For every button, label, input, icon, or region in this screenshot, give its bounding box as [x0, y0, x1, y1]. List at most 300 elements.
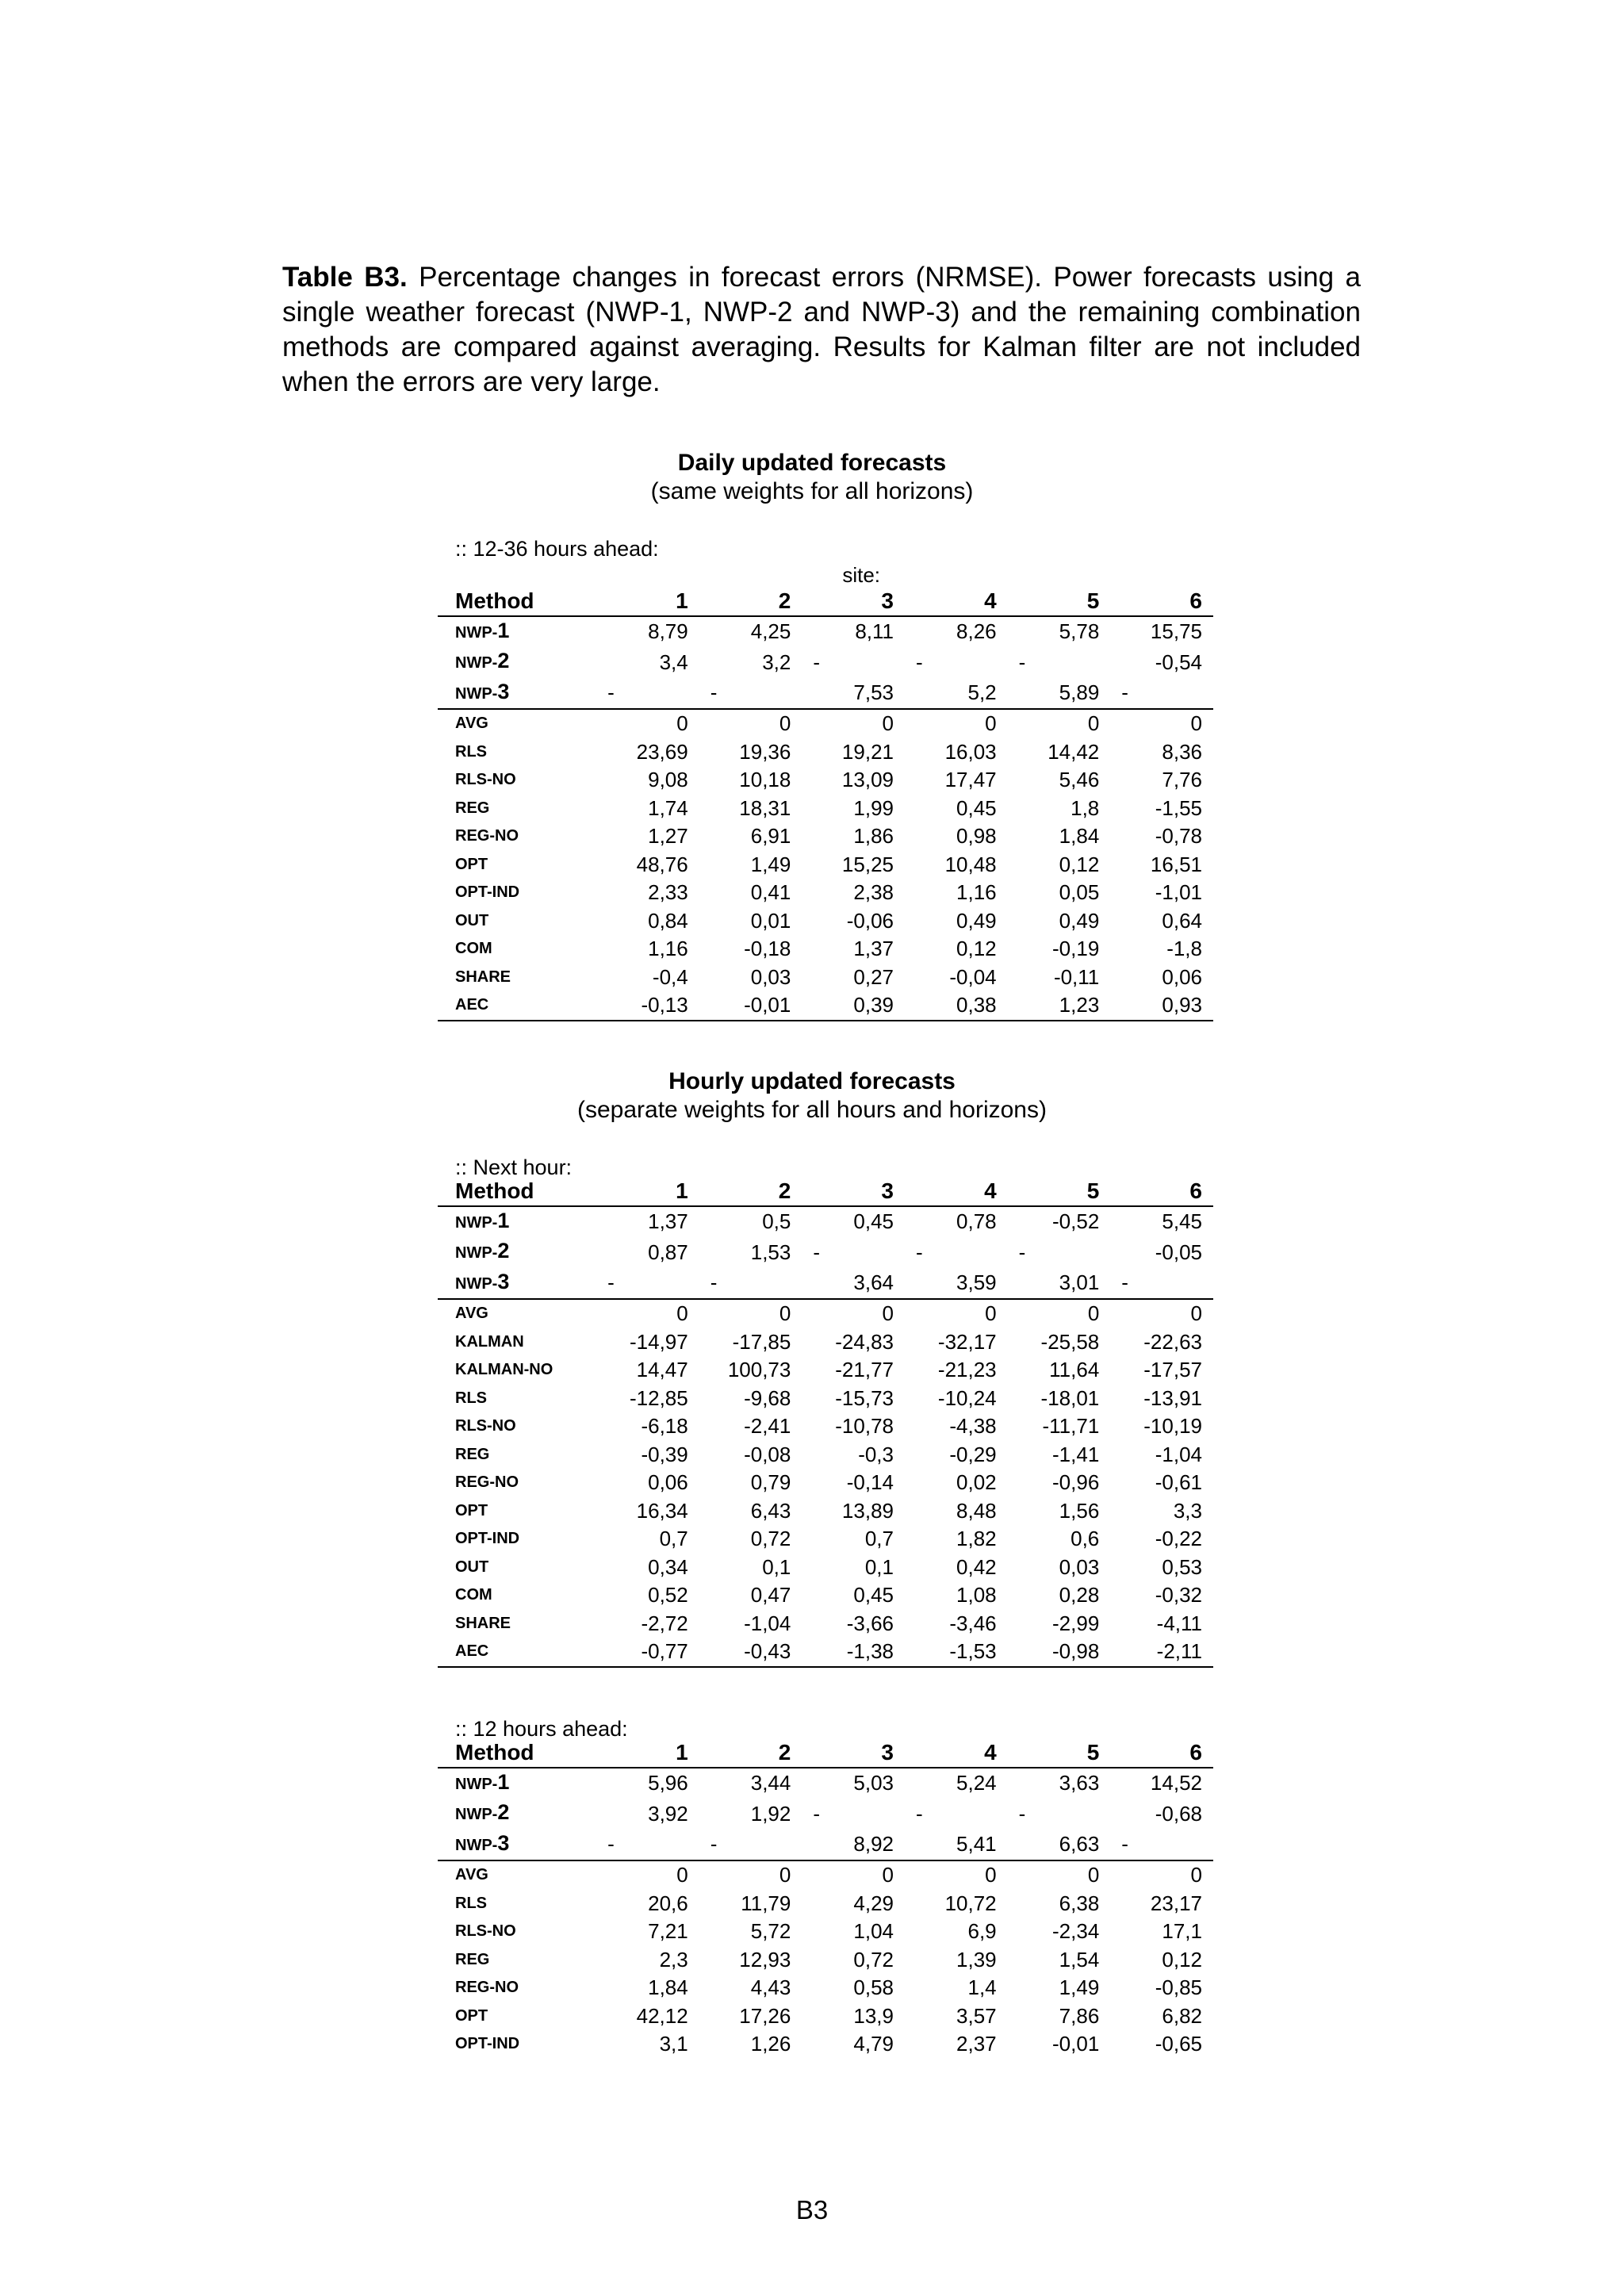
value-cell: -1,53: [905, 1638, 1008, 1667]
method-number: 3: [497, 1830, 510, 1855]
value-cell: 1,8: [1071, 795, 1100, 820]
value-cell: 4,29: [853, 1891, 894, 1915]
value-cell: 0,01: [750, 908, 791, 933]
method-cell: [438, 1328, 596, 1357]
method-cell: [438, 1356, 596, 1385]
table-row: [438, 1206, 1213, 1238]
method-cell: [438, 1610, 596, 1638]
value-cell: 1,86: [853, 824, 894, 848]
value-cell: -0,04: [949, 964, 997, 989]
value-cell: 2,38: [853, 880, 894, 904]
value-cell: 1,54: [1059, 1947, 1100, 1972]
method-name: RLS-NO: [455, 771, 516, 788]
method-cell: [438, 616, 596, 648]
method-name: AEC: [455, 996, 489, 1014]
value-cell: -0,13: [596, 991, 699, 1021]
value-cell: 0,28: [1059, 1583, 1100, 1607]
value-cell: 0,03: [750, 964, 791, 989]
value-cell: 1,82: [956, 1527, 997, 1550]
daily-heading: [0, 449, 1624, 506]
method-name: OPT-IND: [455, 2035, 520, 2052]
value-cell: 6,82: [1162, 2003, 1202, 2028]
table-row: [438, 1469, 1213, 1497]
site-column-header: 6: [1110, 1738, 1213, 1768]
value-cell: -: [1121, 680, 1128, 704]
value-cell: -0,98: [1008, 1638, 1111, 1667]
method-name: NWP-: [455, 1775, 498, 1793]
value-cell: 11,79: [741, 1891, 791, 1915]
value-cell: -0,08: [744, 1442, 791, 1466]
value-cell: -2,72: [641, 1611, 688, 1635]
value-cell: -0,3: [858, 1442, 894, 1466]
value-cell: 0,05: [1059, 880, 1100, 904]
method-name: COM: [455, 1586, 492, 1604]
value-cell: 0,47: [750, 1583, 791, 1607]
method-cell: [438, 1946, 596, 1975]
site-column-header: 1: [596, 1738, 699, 1768]
method-column-header: Method: [438, 1738, 596, 1768]
value-cell: -0,11: [1053, 964, 1100, 989]
method-number: 1: [497, 1769, 510, 1794]
value-cell: 4,43: [750, 1975, 791, 1999]
value-cell: 0,42: [956, 1554, 997, 1579]
method-cell: [438, 1412, 596, 1441]
method-cell: [438, 1237, 596, 1268]
caption-text: Percentage changes in forecast errors (NRMSE). Power forecasts using a single weather forecast (NWP-1, NWP-2 and NWP-3) and the remaining combination methods are compared against averaging. Results for Kalman filter are not included when the errors are very large.: [282, 262, 1361, 397]
value-cell: 1,4: [967, 1975, 997, 1999]
value-cell: -: [1018, 1240, 1026, 1264]
table-row: [438, 851, 1213, 879]
value-cell: -1,41: [1052, 1442, 1100, 1466]
value-cell: 23,69: [636, 739, 688, 764]
value-cell: 12,93: [739, 1947, 791, 1972]
table-row: [438, 766, 1213, 795]
value-cell: -2,11: [1110, 1638, 1213, 1667]
method-name: NWP-: [455, 1806, 498, 1823]
value-cell: 13,89: [841, 1498, 894, 1523]
method-number: 2: [497, 649, 510, 673]
method-name: NWP-: [455, 684, 498, 703]
value-cell: 0,53: [1162, 1554, 1202, 1579]
value-cell: 15,75: [1150, 619, 1202, 643]
value-cell: 1,84: [648, 1975, 688, 1999]
method-cell: [438, 851, 596, 879]
site-label-row: [438, 563, 1213, 587]
value-cell: 1,27: [648, 824, 688, 848]
table-row: [438, 907, 1213, 936]
method-number: 2: [497, 1800, 510, 1824]
value-cell: 5,89: [1059, 680, 1100, 704]
value-cell: 0,72: [750, 1527, 791, 1550]
value-cell: -0,22: [1155, 1527, 1202, 1550]
value-cell: 0,79: [750, 1470, 791, 1494]
value-cell: -0,78: [1155, 824, 1202, 848]
site-column-header: 4: [905, 587, 1008, 616]
value-cell: -25,58: [1040, 1329, 1100, 1354]
method-cell: [438, 1469, 596, 1497]
value-cell: 16,34: [636, 1498, 688, 1523]
method-cell: [438, 1268, 596, 1300]
value-cell: 1,53: [750, 1240, 791, 1264]
method-name: AVG: [455, 1866, 488, 1883]
value-cell: 0: [1110, 1299, 1213, 1328]
method-name: AEC: [455, 1642, 489, 1660]
value-cell: 0,72: [853, 1947, 894, 1972]
method-cell: [438, 907, 596, 936]
method-cell: [438, 991, 596, 1021]
value-cell: 5,2: [967, 680, 997, 704]
value-cell: 5,45: [1162, 1209, 1202, 1233]
method-cell: [438, 1830, 596, 1861]
value-cell: 0,02: [956, 1470, 997, 1494]
method-cell: [438, 879, 596, 907]
value-cell: 1,99: [853, 795, 894, 820]
value-cell: 6,43: [750, 1498, 791, 1523]
table-row: [438, 709, 1213, 738]
table-row: [438, 822, 1213, 851]
method-name: NWP-: [455, 1244, 498, 1262]
daily-table: [438, 563, 1213, 1021]
method-number: 1: [497, 1208, 510, 1232]
value-cell: 10,48: [944, 852, 997, 876]
method-number: 2: [497, 1239, 510, 1263]
value-cell: 48,76: [636, 852, 688, 876]
value-cell: -2,34: [1052, 1919, 1100, 1943]
value-cell: -24,83: [835, 1329, 894, 1354]
value-cell: 5,41: [956, 1832, 997, 1856]
value-cell: -0,68: [1155, 1801, 1202, 1826]
value-cell: 100,73: [727, 1358, 791, 1381]
value-cell: 0,38: [905, 991, 1008, 1021]
value-cell: 0,1: [762, 1554, 791, 1579]
hourly-title: Hourly updated forecasts: [668, 1068, 956, 1094]
method-name: NWP-: [455, 1274, 498, 1293]
site-column-header: 2: [699, 1738, 802, 1768]
table-row: [438, 1638, 1213, 1667]
table-row: [438, 1299, 1213, 1328]
value-cell: -9,68: [744, 1385, 791, 1410]
method-name: KALMAN: [455, 1332, 524, 1351]
twelve-hours-table: [438, 1738, 1213, 2059]
value-cell: -21,77: [835, 1358, 894, 1381]
value-cell: 0,49: [1059, 908, 1100, 933]
value-cell: -: [607, 1270, 615, 1294]
value-cell: -0,39: [641, 1442, 688, 1466]
site-column-header: 1: [596, 587, 699, 616]
method-cell: [438, 1554, 596, 1582]
value-cell: 1,26: [750, 2032, 791, 2056]
method-name: NWP-: [455, 623, 498, 642]
value-cell: 0,45: [956, 795, 997, 820]
value-cell: -2,41: [744, 1414, 791, 1438]
value-cell: -22,63: [1143, 1329, 1202, 1354]
value-cell: -0,43: [699, 1638, 802, 1667]
table-caption: [282, 260, 1361, 400]
value-cell: 3,64: [853, 1270, 894, 1294]
next-hour-label: :: Next hour:: [455, 1155, 573, 1179]
method-cell: [438, 1206, 596, 1238]
value-cell: -0,06: [846, 908, 894, 933]
method-name: OPT-IND: [455, 1530, 520, 1547]
method-name: KALMAN-NO: [455, 1361, 553, 1378]
value-cell: -0,18: [744, 937, 791, 960]
site-column-header: 4: [905, 1177, 1008, 1206]
method-cell: [438, 1441, 596, 1470]
table-header-row: [438, 1738, 1213, 1768]
method-cell: [438, 647, 596, 678]
value-cell: 0,12: [1059, 852, 1100, 876]
table-row: [438, 1385, 1213, 1413]
value-cell: 8,92: [853, 1832, 894, 1856]
value-cell: 0,27: [853, 964, 894, 989]
value-cell: 16,51: [1150, 852, 1202, 876]
method-name: NWP-: [455, 654, 498, 672]
value-cell: 0,45: [853, 1583, 894, 1607]
value-cell: 5,24: [956, 1771, 997, 1795]
table-row: [438, 1830, 1213, 1861]
value-cell: 0,34: [648, 1554, 688, 1579]
value-cell: -: [1018, 1801, 1026, 1826]
table-row: [438, 1918, 1213, 1946]
value-cell: -: [813, 1801, 821, 1826]
value-cell: 0,45: [853, 1209, 894, 1233]
value-cell: -0,77: [596, 1638, 699, 1667]
method-cell: [438, 1638, 596, 1667]
value-cell: 0: [596, 709, 699, 738]
value-cell: 3,1: [659, 2032, 688, 2056]
daily-title: Daily updated forecasts: [677, 450, 947, 476]
value-cell: 8,26: [956, 619, 997, 643]
value-cell: -10,19: [1143, 1414, 1202, 1438]
value-cell: -0,52: [1052, 1209, 1100, 1233]
value-cell: 0: [1008, 709, 1111, 738]
value-cell: 2,37: [956, 2032, 997, 2056]
value-cell: 0,7: [864, 1527, 894, 1550]
table-row: [438, 795, 1213, 823]
site-column-header: 3: [802, 587, 905, 616]
value-cell: 0: [905, 1299, 1008, 1328]
value-cell: 7,53: [853, 680, 894, 704]
method-column-header: Method: [438, 587, 596, 616]
value-cell: 6,91: [750, 824, 791, 848]
table-row: [438, 1268, 1213, 1300]
value-cell: 0,41: [750, 880, 791, 904]
value-cell: 3,4: [659, 650, 688, 674]
method-name: SHARE: [455, 968, 511, 986]
value-cell: 19,36: [739, 739, 791, 764]
site-column-header: 5: [1008, 587, 1111, 616]
table-row: [438, 1525, 1213, 1554]
value-cell: -0,65: [1155, 2032, 1202, 2056]
value-cell: 0: [1110, 1860, 1213, 1890]
value-cell: -: [916, 650, 923, 674]
site-column-header: 3: [802, 1177, 905, 1206]
method-cell: [438, 935, 596, 964]
method-name: OPT: [455, 855, 488, 873]
caption-label: Table B3.: [282, 262, 408, 293]
value-cell: 1,56: [1059, 1498, 1100, 1523]
value-cell: 0: [1008, 1299, 1111, 1328]
value-cell: 0,52: [648, 1583, 688, 1607]
method-cell: [438, 738, 596, 767]
value-cell: 14,42: [1048, 739, 1100, 764]
method-name: OUT: [455, 1558, 489, 1576]
value-cell: 0: [1110, 709, 1213, 738]
method-name: AVG: [455, 715, 488, 732]
value-cell: -: [1018, 650, 1026, 674]
value-cell: -2,99: [1052, 1611, 1100, 1635]
value-cell: -6,18: [641, 1414, 688, 1438]
site-column-header: 5: [1008, 1177, 1111, 1206]
value-cell: -: [1121, 1832, 1128, 1856]
next-hour-table-container: [438, 1177, 1213, 1668]
hourly-heading: [0, 1067, 1624, 1125]
method-number: 3: [497, 1269, 510, 1293]
method-cell: [438, 1860, 596, 1890]
method-column-header: Method: [438, 1177, 596, 1206]
value-cell: 0,7: [659, 1527, 688, 1550]
value-cell: -: [710, 680, 718, 704]
value-cell: 2,3: [659, 1947, 688, 1972]
value-cell: 0,5: [762, 1209, 791, 1233]
value-cell: -: [710, 1270, 718, 1294]
value-cell: 0,93: [1110, 991, 1213, 1021]
value-cell: 0,84: [648, 908, 688, 933]
value-cell: -10,24: [937, 1385, 997, 1410]
value-cell: 0: [699, 1299, 802, 1328]
value-cell: -0,01: [699, 991, 802, 1021]
table-row: [438, 1610, 1213, 1638]
value-cell: 0: [596, 1299, 699, 1328]
table-row: [438, 1237, 1213, 1268]
value-cell: 3,3: [1173, 1498, 1202, 1523]
value-cell: 0: [1008, 1860, 1111, 1890]
method-cell: [438, 1890, 596, 1918]
site-column-header: 2: [699, 1177, 802, 1206]
method-name: REG: [455, 1950, 490, 1968]
table-row: [438, 1799, 1213, 1830]
value-cell: 5,03: [853, 1771, 894, 1795]
value-cell: 0,87: [648, 1240, 688, 1264]
value-cell: 5,78: [1059, 619, 1100, 643]
next-hour-table: [438, 1177, 1213, 1668]
method-cell: [438, 822, 596, 851]
value-cell: 0,1: [864, 1554, 894, 1579]
value-cell: -0,96: [1052, 1470, 1100, 1494]
value-cell: -0,05: [1155, 1240, 1202, 1264]
value-cell: -0,4: [652, 964, 688, 989]
site-column-header: 6: [1110, 587, 1213, 616]
twelve-hours-label: :: 12 hours ahead:: [455, 1717, 628, 1741]
daily-subtitle: (same weights for all horizons): [650, 478, 974, 504]
value-cell: -: [916, 1801, 923, 1826]
value-cell: -10,78: [835, 1414, 894, 1438]
value-cell: 6,38: [1059, 1891, 1100, 1915]
value-cell: 1,84: [1059, 824, 1100, 848]
value-cell: 1,23: [1008, 991, 1111, 1021]
value-cell: 1,49: [750, 852, 791, 876]
value-cell: 0,12: [1162, 1947, 1202, 1972]
value-cell: -4,38: [949, 1414, 997, 1438]
value-cell: 2,33: [648, 880, 688, 904]
value-cell: 3,01: [1059, 1270, 1100, 1294]
value-cell: -: [607, 680, 615, 704]
method-name: REG: [455, 799, 490, 817]
method-name: REG-NO: [455, 1979, 519, 1996]
table-row: [438, 935, 1213, 964]
value-cell: 8,36: [1162, 739, 1202, 764]
value-cell: -0,14: [846, 1470, 894, 1494]
page-number: B3: [795, 2195, 829, 2224]
table-row: [438, 964, 1213, 992]
twelve-hours-table-container: [438, 1738, 1213, 2059]
value-cell: -: [710, 1832, 718, 1856]
method-cell: [438, 1768, 596, 1799]
value-cell: -17,85: [732, 1329, 791, 1354]
value-cell: 16,03: [944, 739, 997, 764]
method-name: COM: [455, 940, 492, 957]
table-row: [438, 1412, 1213, 1441]
value-cell: -13,91: [1143, 1385, 1202, 1410]
value-cell: 10,18: [739, 768, 791, 791]
value-cell: 0,06: [1162, 964, 1202, 989]
table-row: [438, 1497, 1213, 1526]
value-cell: 0,39: [802, 991, 905, 1021]
value-cell: 8,48: [956, 1498, 997, 1523]
value-cell: -1,01: [1155, 880, 1202, 904]
value-cell: 0: [699, 1860, 802, 1890]
value-cell: -: [1121, 1270, 1128, 1294]
value-cell: -14,97: [629, 1329, 688, 1354]
method-name: RLS-NO: [455, 1417, 516, 1435]
method-name: OPT: [455, 2006, 488, 2025]
value-cell: -0,85: [1155, 1975, 1202, 1999]
value-cell: 3,57: [956, 2003, 997, 2028]
value-cell: -15,73: [835, 1385, 894, 1410]
value-cell: 6,9: [967, 1919, 997, 1943]
method-cell: [438, 1799, 596, 1830]
value-cell: 0: [905, 1860, 1008, 1890]
value-cell: 5,72: [750, 1919, 791, 1943]
method-number: 1: [497, 618, 510, 642]
value-cell: 19,21: [841, 739, 894, 764]
value-cell: 0: [802, 709, 905, 738]
method-name: REG-NO: [455, 827, 519, 845]
value-cell: 18,31: [739, 795, 791, 820]
value-cell: -4,11: [1156, 1611, 1202, 1635]
value-cell: 1,37: [853, 937, 894, 960]
value-cell: 1,16: [956, 880, 997, 904]
value-cell: 15,25: [841, 852, 894, 876]
value-cell: -0,01: [1052, 2032, 1100, 2056]
site-column-header: 4: [905, 1738, 1008, 1768]
value-cell: 6,63: [1059, 1832, 1100, 1856]
method-number: 3: [497, 679, 510, 703]
table-row: [438, 1356, 1213, 1385]
table-row: [438, 1581, 1213, 1610]
method-cell: [438, 1918, 596, 1946]
value-cell: 13,9: [853, 2003, 894, 2028]
value-cell: 14,47: [636, 1358, 688, 1381]
value-cell: 0,06: [648, 1470, 688, 1494]
value-cell: 8,79: [648, 619, 688, 643]
value-cell: 0,03: [1059, 1554, 1100, 1579]
daily-horizon-label: :: 12-36 hours ahead:: [455, 537, 659, 561]
site-column-header: 3: [802, 1738, 905, 1768]
value-cell: 3,59: [956, 1270, 997, 1294]
method-name: REG-NO: [455, 1473, 519, 1491]
value-cell: 13,09: [841, 768, 894, 791]
